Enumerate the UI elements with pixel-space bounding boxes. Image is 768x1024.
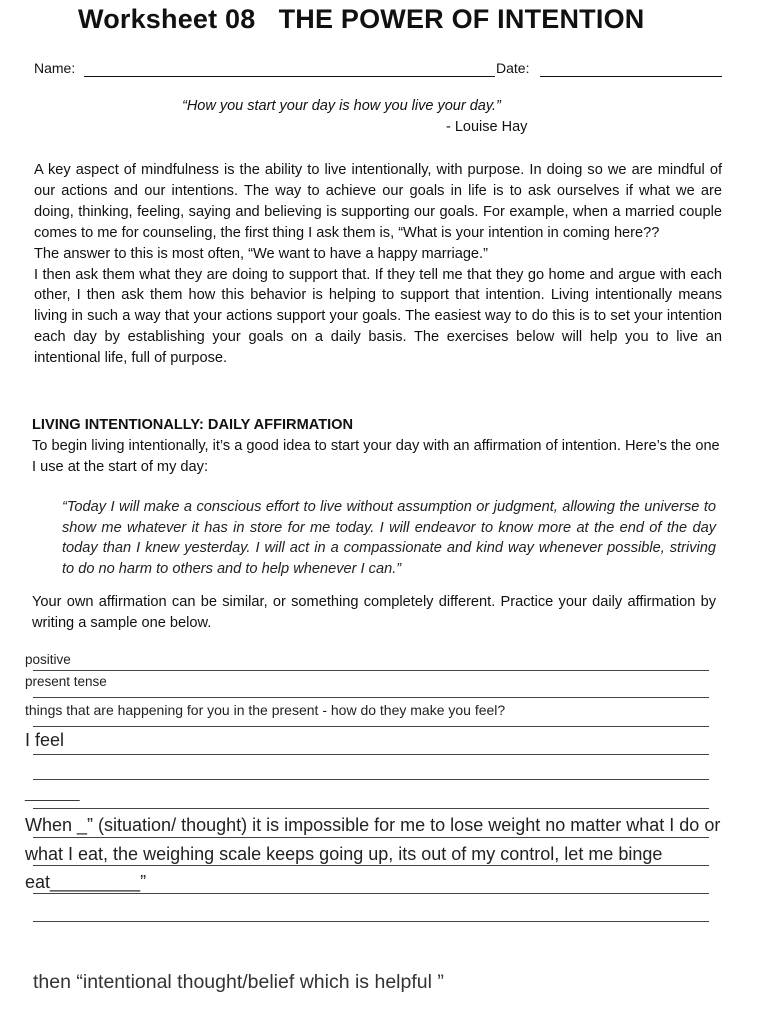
- note-then-intentional: then “intentional thought/belief which is helpful ”: [33, 971, 444, 993]
- note-i-feel: I feel: [25, 730, 65, 750]
- name-field[interactable]: [84, 60, 495, 77]
- note-things-present: things that are happening for you in the present - how do they make you feel?: [25, 702, 506, 718]
- date-label: Date:: [496, 60, 530, 76]
- quote-text: “How you start your day is how you live your day.”: [182, 98, 501, 114]
- paragraph-2: The answer to this is most often, “We want to have a happy marriage.”: [34, 245, 488, 262]
- name-label: Name:: [34, 60, 76, 76]
- section-heading: LIVING INTENTIONALLY: DAILY AFFIRMATION: [32, 417, 354, 433]
- note-blank: _______: [25, 785, 80, 801]
- writing-line-10[interactable]: [33, 921, 709, 922]
- paragraph-1: A key aspect of mindfulness is the ability to live intentionally, with purpose. In doing so we are mindful of our actions and our intentions. The way to achieve our goals in life is to ask ourselves if what we are doing, thinking, feeling, saying and believing is supporting our goals. For example, when a married couple comes to me for counseling, the first thing I ask them is, “What is your intention in coming here??: [34, 162, 722, 241]
- writing-line-3[interactable]: [33, 726, 709, 727]
- date-field[interactable]: [540, 60, 722, 77]
- writing-line-5[interactable]: [33, 779, 709, 780]
- writing-line-2[interactable]: [33, 697, 709, 698]
- worksheet-title: Worksheet 08 THE POWER OF INTENTION: [78, 4, 645, 34]
- sample-affirmation: “Today I will make a conscious effort to live without assumption or judgment, allowing the universe to show me whatever it has in store for me today. I will endeavor to know more at the end of the day today than I knew yesterday. I will act in a compassionate and kind way whenever possible, striving to do no harm to others and to help whenever I can.”: [62, 499, 716, 577]
- practice-instructions: Your own affirmation can be similar, or something completely different. Practice your daily affirmation by writing a sample one below.: [32, 594, 716, 631]
- quote-author: - Louise Hay: [446, 119, 528, 135]
- intro-paragraph: [34, 160, 722, 369]
- writing-line-4[interactable]: [33, 754, 709, 755]
- paragraph-3: I then ask them what they are doing to support that. If they tell me that they go home and argue with each other, I then ask them how this behavior is helping to support that intention. Living intentionally means living in such a way that your actions support your goals. The easiest way to do this is to set your intention each day by establishing your goals on a daily basis. The exercises below will help you to live an intentional life, full of purpose.: [34, 266, 722, 367]
- section-intro: To begin living intentionally, it’s a good idea to start your day with an affirmation of intention. Here’s the one I use at the start of my day:: [32, 438, 720, 475]
- note-positive: positive: [25, 652, 71, 667]
- writing-line-1[interactable]: [33, 670, 709, 671]
- writing-line-6[interactable]: [33, 808, 709, 809]
- note-when-situation: When _” (situation/ thought) it is impossible for me to lose weight no matter what I do or what I eat, the weighing scale keeps going up, its out of my control, let me binge eat_________”: [25, 815, 721, 892]
- note-present-tense: present tense: [25, 674, 107, 689]
